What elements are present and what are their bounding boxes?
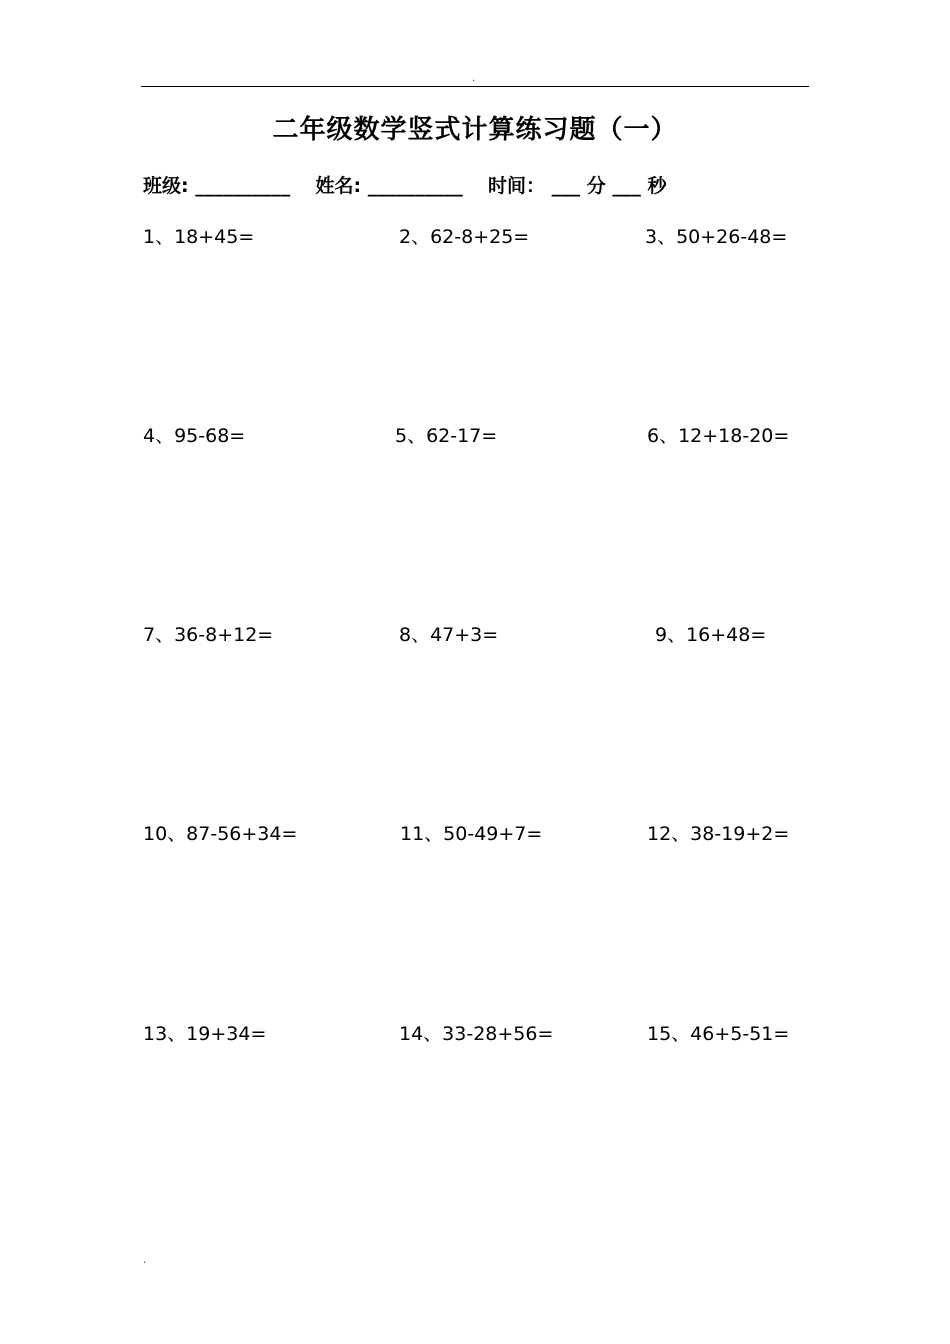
seconds-blank: ___ bbox=[612, 175, 641, 197]
problem-11: 11、50-49+7= bbox=[400, 823, 543, 845]
problem-13: 13、19+34= bbox=[143, 1023, 267, 1045]
time-label: 时间： bbox=[487, 175, 545, 197]
class-blank: __________ bbox=[195, 175, 291, 197]
seconds-label: 秒 bbox=[647, 175, 667, 197]
student-info-row bbox=[143, 172, 667, 200]
name-blank: __________ bbox=[367, 175, 463, 197]
problem-4: 4、95-68= bbox=[143, 425, 246, 447]
header-rule bbox=[141, 86, 809, 87]
problem-5: 5、62-17= bbox=[395, 425, 498, 447]
problem-3: 3、50+26-48= bbox=[645, 226, 788, 248]
problem-2: 2、62-8+25= bbox=[399, 226, 530, 248]
problem-8: 8、47+3= bbox=[399, 624, 499, 646]
page-title: 二年级数学竖式计算练习题（一） bbox=[272, 115, 678, 145]
minutes-blank: ___ bbox=[551, 175, 581, 197]
class-label: 班级: bbox=[143, 175, 189, 197]
footer-dot: . bbox=[143, 1255, 147, 1266]
problem-9: 9、16+48= bbox=[655, 624, 767, 646]
problem-14: 14、33-28+56= bbox=[399, 1023, 554, 1045]
name-label: 姓名: bbox=[315, 175, 362, 197]
problem-1: 1、18+45= bbox=[143, 226, 255, 248]
minutes-label: 分 bbox=[586, 175, 606, 197]
problem-12: 12、38-19+2= bbox=[647, 823, 790, 845]
problem-10: 10、87-56+34= bbox=[143, 823, 298, 845]
header-dot: . bbox=[472, 73, 476, 84]
problem-6: 6、12+18-20= bbox=[647, 425, 790, 447]
problem-7: 7、36-8+12= bbox=[143, 624, 274, 646]
problem-15: 15、46+5-51= bbox=[647, 1023, 790, 1045]
